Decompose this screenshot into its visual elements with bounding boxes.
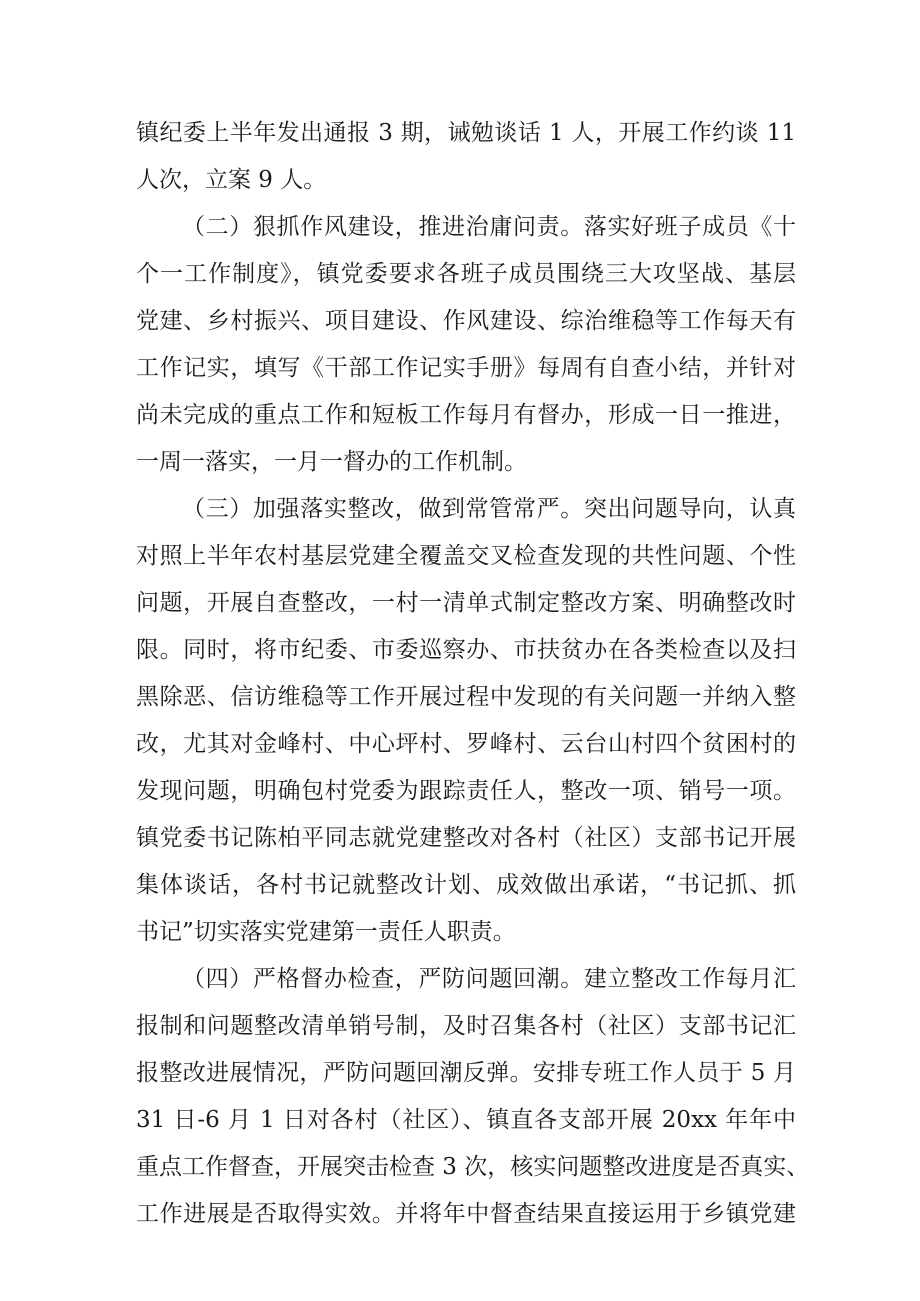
text-line: 一周一落实，一月一督办的工作机制。: [136, 449, 527, 475]
text-line: 报整改进展情况，严防问题回潮反弹。安排专班工作人员于 5 月: [136, 1060, 796, 1086]
text-line: 人次，立案 9 人。: [136, 167, 327, 193]
paragraph-heading-line: （二）狠抓作风建设，推进治庸问责。落实好班子成员《十: [182, 214, 796, 240]
text-line: 集体谈话，各村书记就整改计划、成效做出承诺，“书记抓、抓: [136, 872, 796, 898]
paragraph-heading-line: （四）严格督办检查，严防问题回潮。建立整改工作每月汇: [182, 966, 796, 992]
text-line: 发现问题，明确包村党委为跟踪责任人，整改一项、销号一项。: [136, 778, 796, 804]
text-line: 改，尤其对金峰村、中心坪村、罗峰村、云台山村四个贫困村的: [136, 731, 796, 757]
text-line: 个一工作制度》，镇党委要求各班子成员围绕三大攻坚战、基层: [136, 261, 796, 287]
text-line: 工作记实，填写《干部工作记实手册》每周有自查小结，并针对: [136, 355, 796, 381]
text-line: 对照上半年农村基层党建全覆盖交叉检查发现的共性问题、个性: [136, 543, 796, 569]
text-line: 工作进展是否取得实效。并将年中督查结果直接运用于乡镇党建: [136, 1201, 796, 1227]
text-line: 黑除恶、信访维稳等工作开展过程中发现的有关问题一并纳入整: [136, 684, 796, 710]
text-line: 限。同时，将市纪委、市委巡察办、市扶贫办在各类检查以及扫: [136, 637, 796, 663]
text-line: 31 日-6 月 1 日对各村（社区）、镇直各支部开展 20xx 年年中: [136, 1107, 796, 1133]
text-line: 党建、乡村振兴、项目建设、作风建设、综治维稳等工作每天有: [136, 308, 796, 334]
text-line: 镇纪委上半年发出通报 3 期，诫勉谈话 1 人，开展工作约谈 11: [136, 120, 796, 146]
text-line: 报制和问题整改清单销号制，及时召集各村（社区）支部书记汇: [136, 1013, 796, 1039]
text-line: 尚未完成的重点工作和短板工作每月有督办，形成一日一推进，: [136, 402, 796, 428]
text-line: 书记”切实落实党建第一责任人职责。: [136, 919, 516, 945]
text-line: 镇党委书记陈柏平同志就党建整改对各村（社区）支部书记开展: [136, 825, 796, 851]
paragraph-heading-line: （三）加强落实整改，做到常管常严。突出问题导向，认真: [182, 496, 796, 522]
text-line: 问题，开展自查整改，一村一清单式制定整改方案、明确整改时: [136, 590, 796, 616]
text-line: 重点工作督查，开展突击检查 3 次，核实问题整改进度是否真实、: [136, 1154, 810, 1180]
